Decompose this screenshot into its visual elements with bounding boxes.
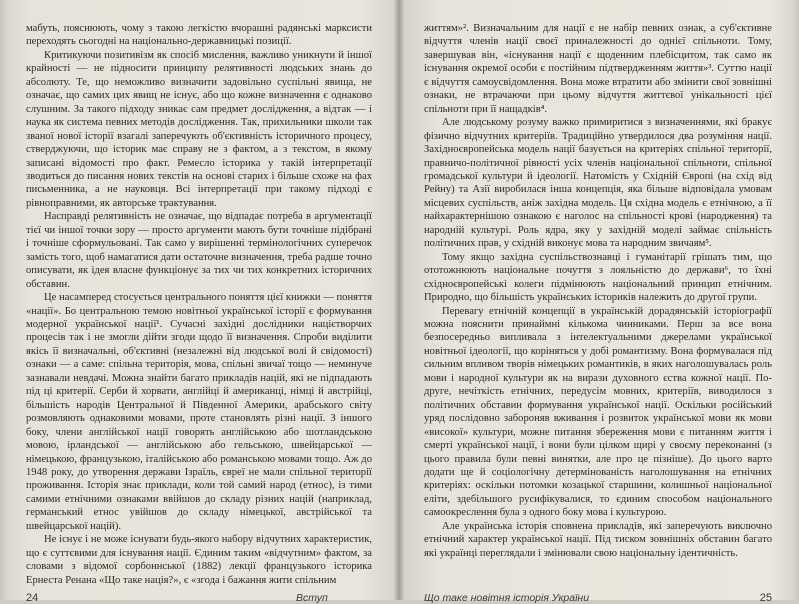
left-paragraph-1: мабуть, пояснюють, чому з такою легкістю вчорашні радянські марксисти переходять сьогодні на національно-державницькі позиції. xyxy=(26,23,372,48)
left-page xyxy=(26,22,372,586)
right-page xyxy=(424,22,772,582)
right-paragraph-1: життям»². Визначальним для нації є не набір певних ознак, а суб'єктивне відчуття членів нації своєї приналежності до однієї спільноти. Тому, завершував він, «існування нації є щоденним плебісцитом, так само як існування окремої особи є постійним підтвердженням життя»³. Суттю нації є відчуття самоусвідомлення. Вона може втратити або змінити свої зовнішні ознаки, не втрачаючи при цьому відчуття життєвої унікальності цієї спільноти при її нащадків⁴. xyxy=(424,23,772,115)
left-paragraph-3: Насправді релятивність не означає, що відпадає потреба в аргументації тієї чи іншої точки зору — просто аргументи мають бути точніше підібрані і точніше сформульовані. Так само у вирішенні термінологічних суперечок замість того, щоб намагатися дати остаточне визначення, треба радше точно описувати, як ідея власне функціонує за тих чи тих конкретних історичних обставин. xyxy=(26,211,372,290)
left-paragraph-2: Критикуючи позитивізм як спосіб мислення, важливо уникнути й іншої крайності — не підносити принципу релятивності людських знань до абсолюту. Те, що неможливо визначити задовільно суспільні явища, не означає, що самих цих явищ не існує, або що кожне визначення є однаково слушним. За такого підходу зникає сам предмет дослідження, а відтак — і наука як система певних методів дослідження. Так, прихильники школи так званої нової історії взагалі заперечують об'єктивність історичного процесу, стверджуючи, що історик має справу не з фактом, а з текстом, в якому записані відомості про факт. Ремесло історика у такій інтерпретації зводиться до писання нових текстів на основі старих і більше схоже на фах письменника, а не науковця. Всі інтерпретації при такому підході є рівноправними, як авторське трактування. xyxy=(26,49,372,209)
left-paragraph-4: Це насамперед стосується центрального поняття цієї книжки — поняття «нації». Бо центральною темою новітньої української історії є формування модерної української нації¹. Сучасні західні дослідники націєтворчих процесів так і не змогли дійти згоди щодо її визначення. Спроби виділити якісь її визначальні, об'єктивні (незалежні від людської волі й свідомості) ознаки — а саме: спільна територія, мова, спільні звичаї тощо — неминуче зазнавали невдачі. Можна знайти багато прикладів націй, які не підпадають під ці критерії. Серби й хорвати, англійці й американці, німці й австрійці, більшість народів Центральної й Південної Америки, арабського світу розмовляють однаковими мовами, проте становлять різні нації. З іншого боку, члени англійської нації говорять англійською або шотландською мовою, ірландської — англійською або гельською, швейцарської — німецькою, французькою, італійською або романською мовами тощо. Аж до 1948 року, до утворення держави Ізраїль, євреї не мали спільної території проживання. Історія знає приклади, коли той самий народ (етнос), із тими самими етнічними ознаками ввійшов до складу різних націй (наприклад, германський етнос увійшов до складу німецької, австрійської та швейцарської націй). xyxy=(26,292,372,532)
right-running-head: Що таке новітня історія України xyxy=(424,592,590,604)
left-page-number: 24 xyxy=(26,592,39,604)
right-paragraph-5: Але українська історія сповнена прикладів, які заперечують виключно етнічний характер української нації. Під тиском зовнішніх обставин багато які українці переглядали і змінювали свою національну ідентичність. xyxy=(424,520,772,559)
right-paragraph-4: Перевагу етнічній концепції в українській дорадянській історіографії можна пояснити принаймні кількома чинниками. Перш за все вона безпосередньо випливала з інтелектуальними джерелами української новітньої ідеології, що коріняться у добі романтизму. Вона формувалася під сильним впливом творів німецьких романтиків, в яких наголошувалась роль мови і народної культури як на вирази духовного єства кожної нації. По-друге, нечіткість етнічних, передусім мовних, критеріїв, виводилося з політичних обставин формування української нації. Оскільки російський уряд послідовно забороняв вживання і розвиток української мови як мови «високої» культури, можне питання збереження мови є питанням життя і смерті української нації, і вони були цілком щирі у своєму переконанні (з цього правила були певні винятки, але про це пізніше). До цього варто додати ще й соціологічну детермінованість наголошування на етнічних критеріях: оскільки потомки козацької старшини, колишньої національної еліти, здебільшого русифікувалися, то єдиним способом національного самоокреслення була з одного боку мова і культурою. xyxy=(424,305,772,519)
right-page-number: 25 xyxy=(759,592,772,604)
right-paragraph-2: Але людському розуму важко примиритися з визначеннями, які бракує фізично відчутних критеріїв. Традиційно утвердилося два розуміння нації. Західноєвропейська модель нації базується на критеріях спільної території, правничо-політичної рівності усіх членів національної спільноти, спільної громадської культури й ідеології. Натомість у Східній Європі (на схід від Рейну) та Азії виробилася інша концепція, яка більше відповідала умовам місцевих суспільств, аніж західна модель. Ця східна модель є етнічною, а її найхарактернішою ознакою є наголос на спільності крові (народження) та народній культурі. Роль ядра, яку у західній моделі займає спільність політичних прав, у східній виконує мова та народним звичаям⁵. xyxy=(424,117,772,250)
book-gutter xyxy=(393,0,405,600)
left-running-head: Вступ xyxy=(296,592,328,604)
left-paragraph-5: Не існує і не може існувати будь-якого набору відчутних характеристик, що є суттєвими для існування нації. Єдиним таким «відчутним» фактом, за словами з відомої сорбоннської (1882) лекції французького історика Ернеста Ренана «Що таке нація?», є «згода і бажання жити спільним xyxy=(26,534,372,586)
right-paragraph-3: Тому якщо західна суспільствознавці і гуманітарії грішать тим, що ототожнюють національне почуття з лояльністю до держави⁶, то їхні східноєвропейські колеги підмінюють національний принцип етнічним. Природно, що більшість українських істориків належить до другої групи. xyxy=(424,251,772,304)
